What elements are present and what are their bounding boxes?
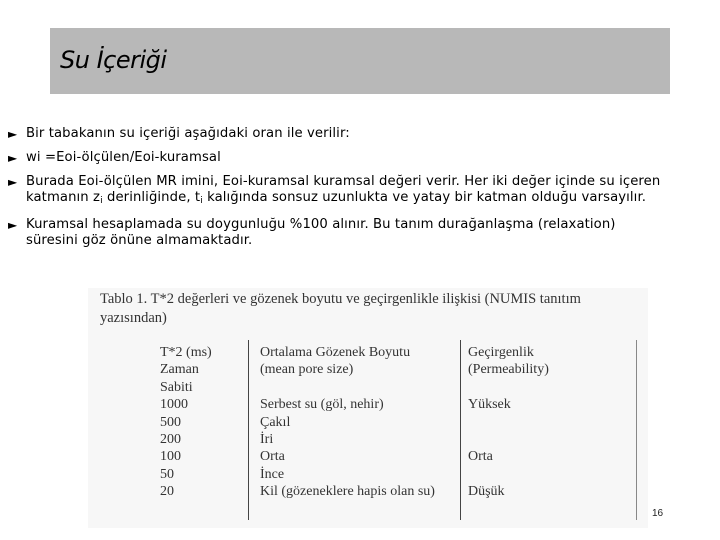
table-cell: Çakıl xyxy=(260,414,291,430)
table-cell xyxy=(260,379,435,396)
table-cell: 20 xyxy=(160,484,174,500)
table-cell: Ortalama Gözenek Boyutu xyxy=(260,345,411,360)
arrow-bullet-icon: ► xyxy=(8,218,18,232)
column-divider xyxy=(636,340,637,520)
bullet-text-part: kalığında sonsuz uzunlukta ve yatay bir katman olduğu varsayılır. xyxy=(202,190,647,205)
table-cell: Düşük xyxy=(468,484,505,500)
table-cell: 500 xyxy=(160,414,181,430)
table-cell: Zaman xyxy=(160,362,199,378)
table-column-pore-size xyxy=(260,344,435,501)
title-bar xyxy=(50,28,670,94)
bullet-list xyxy=(8,126,668,257)
bullet-text-part: derinliğinde, t xyxy=(102,190,201,205)
subscript: i xyxy=(200,196,203,206)
page-number: 16 xyxy=(652,508,664,519)
column-divider xyxy=(460,340,461,520)
table-cell xyxy=(468,414,549,431)
table-cell: Kil (gözeneklere hapis olan su) xyxy=(260,484,435,500)
slide-title: Su İçeriği xyxy=(60,46,167,74)
table-cell xyxy=(468,466,549,483)
table-caption: Tablo 1. T*2 değerleri ve gözenek boyutu ve geçirgenlikle ilişkisi (NUMIS tanıtım yazısından) xyxy=(100,291,581,326)
bullet-text: Kuramsal hesaplamada su doygunluğu %100 alınır. Bu tanım durağanlaşma (relaxation) süresini göz önüne almamaktadır. xyxy=(26,217,616,248)
table-cell: 100 xyxy=(160,449,181,465)
bullet-text-part: Burada Eoi-ölçülen MR imini, Eoi-kuramsal kuramsal değeri verir. Her iki değer içinde su içeren katmanın z xyxy=(26,174,661,205)
table-cell: (Permeability) xyxy=(468,362,549,378)
bullet-text: Bir tabakanın su içeriği aşağıdaki oran ile verilir: xyxy=(26,126,350,141)
table-cell: Sabiti xyxy=(160,379,193,395)
table-cell: Geçirgenlik xyxy=(468,345,534,360)
bullet-item xyxy=(8,150,668,166)
table-column-permeability xyxy=(468,344,549,501)
table-cell: T*2 (ms) xyxy=(160,345,212,360)
table-cell xyxy=(468,379,549,396)
table-cell: Orta xyxy=(468,449,493,465)
table-cell: 200 xyxy=(160,431,181,447)
table-cell: (mean pore size) xyxy=(260,362,354,378)
table-cell: İri xyxy=(260,431,274,447)
arrow-bullet-icon: ► xyxy=(8,175,18,189)
table-cell: Yüksek xyxy=(468,397,511,413)
table-cell: İnce xyxy=(260,466,285,482)
bullet-item xyxy=(8,174,668,209)
table-image xyxy=(88,288,648,528)
table-cell xyxy=(468,431,549,448)
bullet-text xyxy=(26,174,660,205)
table-cell: Serbest su (göl, nehir) xyxy=(260,397,384,413)
column-divider xyxy=(248,340,249,520)
arrow-bullet-icon: ► xyxy=(8,127,18,141)
subscript: i xyxy=(100,196,103,206)
arrow-bullet-icon: ► xyxy=(8,151,18,165)
table-cell: 50 xyxy=(160,466,174,482)
table-cell: 1000 xyxy=(160,397,188,413)
bullet-text: wi =Eoi-ölçülen/Eoi-kuramsal xyxy=(26,150,221,165)
bullet-item xyxy=(8,126,668,142)
table-column-t2 xyxy=(160,344,212,501)
table-cell: Orta xyxy=(260,449,285,465)
bullet-item xyxy=(8,217,668,249)
